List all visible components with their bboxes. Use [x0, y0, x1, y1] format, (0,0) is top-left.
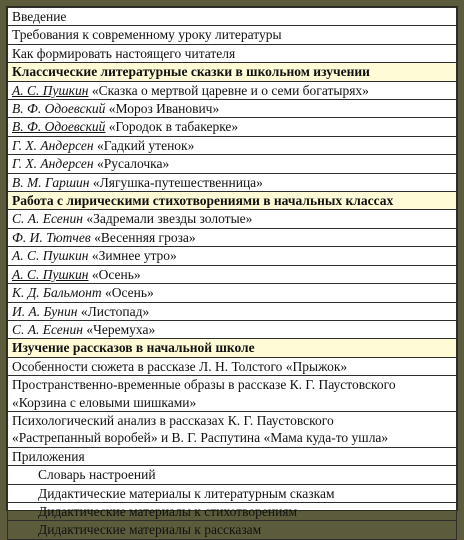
- toc-row[interactable]: [8, 320, 457, 338]
- toc-row[interactable]: [8, 155, 457, 173]
- author-name: С. А. Есенин: [12, 321, 83, 337]
- toc-subitem[interactable]: Словарь настроений: [8, 466, 457, 484]
- toc-item[interactable]: [8, 118, 457, 136]
- author-name: А. С. Пушкин: [12, 266, 89, 282]
- toc-row[interactable]: [8, 136, 457, 154]
- toc-row[interactable]: [8, 210, 457, 228]
- work-title: «Мороз Иванович»: [108, 101, 220, 117]
- author-name: К. Д. Бальмонт: [12, 285, 102, 301]
- toc-row[interactable]: [8, 228, 457, 246]
- toc-item[interactable]: [8, 155, 457, 173]
- toc-subitem[interactable]: Дидактические материалы к рассказам: [8, 521, 457, 539]
- toc-row[interactable]: [8, 247, 457, 265]
- work-title: «Городок в табакерке»: [108, 119, 239, 135]
- author-name: В. Ф. Одоевский: [12, 101, 106, 117]
- toc-item[interactable]: [8, 302, 457, 320]
- toc-row[interactable]: [8, 376, 457, 412]
- toc-subitem[interactable]: Дидактические материалы к стихотворениям: [8, 502, 457, 520]
- toc-row[interactable]: [8, 466, 457, 484]
- toc-row[interactable]: [8, 44, 457, 62]
- toc-row[interactable]: [8, 302, 457, 320]
- contents-frame: [6, 6, 458, 538]
- section-heading[interactable]: Изучение рассказов в начальной школе: [8, 339, 457, 357]
- section-heading-row[interactable]: [8, 192, 457, 210]
- work-title: «Лягушка-путешественница»: [92, 174, 263, 190]
- work-title: «Зимнее утро»: [91, 248, 177, 264]
- toc-item[interactable]: Приложения: [8, 447, 457, 465]
- work-title: «Весенняя гроза»: [94, 229, 196, 245]
- toc-row[interactable]: [8, 357, 457, 375]
- toc-item[interactable]: [8, 100, 457, 118]
- toc-row[interactable]: [8, 8, 457, 26]
- toc-row[interactable]: [8, 521, 457, 539]
- toc-item[interactable]: [8, 228, 457, 246]
- work-title: «Осень»: [91, 266, 141, 282]
- toc-row[interactable]: [8, 411, 457, 447]
- author-name: А. С. Пушкин: [12, 82, 89, 98]
- toc-item-line: «Растрепанный воробей» и В. Г. Распутина «Мама куда-то ушла»: [12, 430, 389, 446]
- work-title: «Гадкий утенок»: [96, 137, 195, 153]
- work-title: «Осень»: [104, 285, 154, 301]
- toc-row[interactable]: [8, 118, 457, 136]
- toc-row[interactable]: [8, 484, 457, 502]
- work-title: «Русалочка»: [96, 156, 170, 172]
- work-title: «Листопад»: [80, 303, 150, 319]
- author-name: В. Ф. Одоевский: [12, 119, 106, 135]
- toc-subitem[interactable]: Дидактические материалы к литературным сказкам: [8, 484, 457, 502]
- toc-item[interactable]: [8, 265, 457, 283]
- toc-item-line: «Корзина с еловыми шишками»: [12, 394, 197, 410]
- toc-item[interactable]: [8, 284, 457, 302]
- author-name: И. А. Бунин: [12, 303, 78, 319]
- toc-row[interactable]: [8, 265, 457, 283]
- work-title: «Сказка о мертвой царевне и о семи богатырях»: [91, 82, 369, 98]
- toc-item[interactable]: Как формировать настоящего читателя: [8, 44, 457, 62]
- toc-item[interactable]: [8, 173, 457, 191]
- work-title: «Черемуха»: [86, 321, 156, 337]
- toc-item[interactable]: [8, 210, 457, 228]
- author-name: Г. Х. Андерсен: [12, 137, 94, 153]
- toc-item-line: Психологический анализ в рассказах К. Г. Паустовского: [12, 412, 334, 428]
- author-name: А. С. Пушкин: [12, 248, 89, 264]
- author-name: Ф. И. Тютчев: [12, 229, 91, 245]
- toc-item[interactable]: [8, 136, 457, 154]
- toc-item[interactable]: [8, 81, 457, 99]
- toc-row[interactable]: [8, 26, 457, 44]
- toc-row[interactable]: [8, 81, 457, 99]
- toc-row[interactable]: [8, 447, 457, 465]
- author-name: С. А. Есенин: [12, 211, 83, 227]
- work-title: «Задремали звезды золотые»: [86, 211, 253, 227]
- contents-table: [7, 7, 457, 540]
- toc-item[interactable]: [8, 247, 457, 265]
- toc-item[interactable]: [8, 376, 457, 412]
- section-heading-row[interactable]: [8, 339, 457, 357]
- toc-item[interactable]: [8, 411, 457, 447]
- author-name: В. М. Гаршин: [12, 174, 90, 190]
- toc-item[interactable]: Особенности сюжета в рассказе Л. Н. Толстого «Прыжок»: [8, 357, 457, 375]
- toc-row[interactable]: [8, 100, 457, 118]
- toc-item[interactable]: [8, 320, 457, 338]
- toc-row[interactable]: [8, 284, 457, 302]
- toc-item-line: Пространственно-временные образы в рассказе К. Г. Паустовского: [12, 377, 396, 393]
- section-heading-row[interactable]: [8, 63, 457, 81]
- toc-item[interactable]: Введение: [8, 8, 457, 26]
- toc-item[interactable]: Требования к современному уроку литературы: [8, 26, 457, 44]
- section-heading[interactable]: Работа с лирическими стихотворениями в начальных классах: [8, 192, 457, 210]
- toc-row[interactable]: [8, 173, 457, 191]
- author-name: Г. Х. Андерсен: [12, 156, 94, 172]
- section-heading[interactable]: Классические литературные сказки в школьном изучении: [8, 63, 457, 81]
- toc-row[interactable]: [8, 502, 457, 520]
